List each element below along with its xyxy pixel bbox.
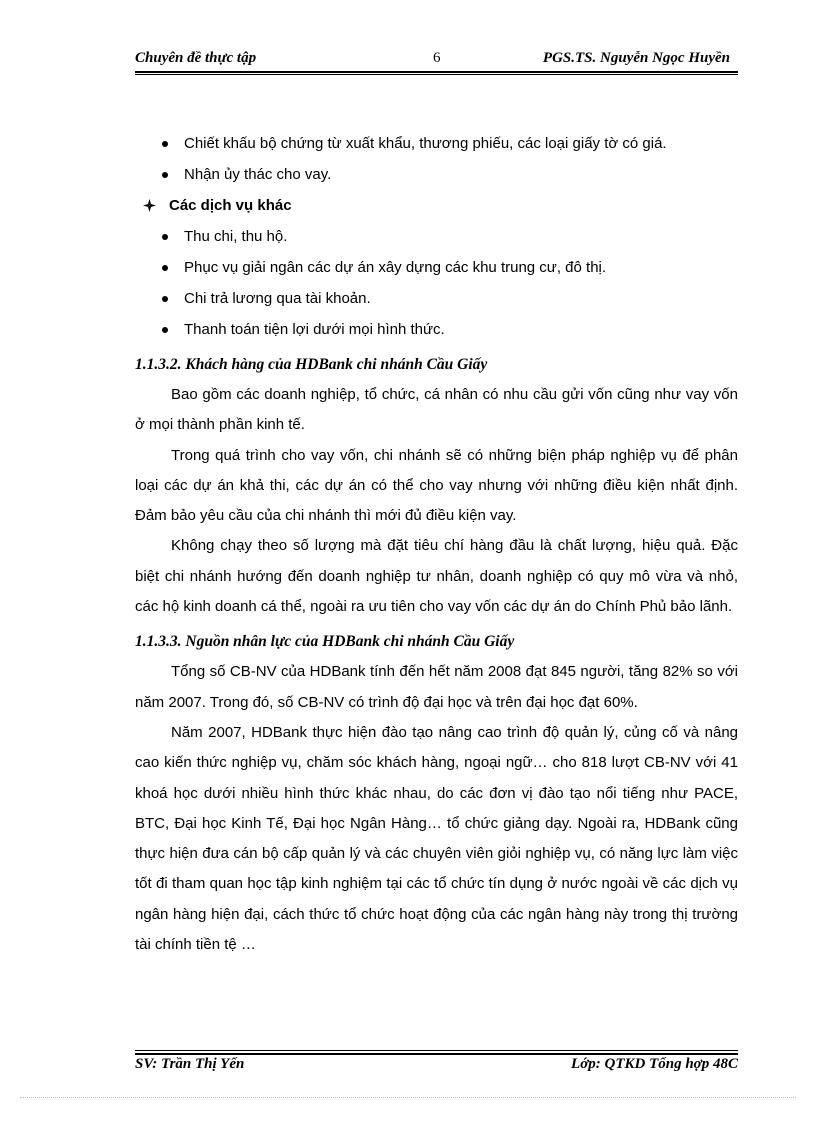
header-rule-thin	[135, 74, 738, 75]
list-item	[135, 314, 738, 345]
paragraph: Trong quá trình cho vay vốn, chi nhánh sẽ có những biện pháp nghiệp vụ để phân loại các dự án khả thi, các dự án có thể cho vay nhưng với những điều kiện nhất định. Đảm bảo yêu cầu của chi nhánh thì mới đủ điều kiện vay.	[135, 446, 738, 525]
bullet-dot-icon	[162, 327, 168, 333]
footer-class: Lớp: QTKD Tổng hợp 48C	[571, 1056, 738, 1072]
page-body	[135, 128, 738, 960]
other-services-title: Các dịch vụ khác	[169, 197, 292, 214]
bullet-dot-icon	[162, 172, 168, 178]
paragraph: Không chạy theo số lượng mà đặt tiêu chí hàng đầu là chất lượng, hiệu quả. Đặc biệt chi nhánh hướng đến doanh nghiệp tư nhân, doanh nghiệp có quy mô vừa và nhỏ, các hộ kinh doanh cá thể, ngoài ra ưu tiên cho vay vốn các dự án do Chính Phủ bảo lãnh.	[135, 537, 738, 616]
list-item-text: Phục vụ giải ngân các dự án xây dựng các khu trung cư, đô thị.	[184, 259, 607, 276]
other-services-heading	[135, 190, 738, 221]
footer-rule-thick	[135, 1053, 738, 1055]
bullet-dot-icon	[162, 141, 168, 147]
list-item	[135, 283, 738, 314]
footer-rule-thin	[135, 1050, 738, 1051]
list-item	[135, 128, 738, 159]
bullet-dot-icon	[162, 234, 168, 240]
bullet-dot-icon	[162, 265, 168, 271]
footer-student: SV: Trần Thị Yến	[135, 1056, 245, 1072]
list-item-text: Chiết khấu bộ chứng từ xuất khẩu, thương phiếu, các loại giấy tờ có giá.	[184, 135, 667, 152]
section-heading-1133: 1.1.3.3. Nguồn nhân lực của HDBank chi nhánh Cầu Giấy	[135, 633, 515, 651]
list-item-text: Thanh toán tiện lợi dưới mọi hình thức.	[184, 321, 445, 338]
header-title: Chuyên đề thực tập	[135, 50, 257, 66]
section-heading-1132: 1.1.3.2. Khách hàng của HDBank chi nhánh Cầu Giấy	[135, 356, 488, 373]
bullet-dot-icon	[162, 296, 168, 302]
list-item-text: Thu chi, thu hộ.	[184, 228, 288, 245]
header-author: PGS.TS. Nguyễn Ngọc Huyền	[542, 50, 730, 66]
paragraph: Năm 2007, HDBank thực hiện đào tạo nâng cao trình độ quản lý, củng cố và nâng cao kiến thức nghiệp vụ, chăm sóc khách hàng, ngoại ngữ… cho 818 lượt CB-NV với 41 khoá học dưới nhiều hình thức khác nhau, do các đơn vị đào tạo nổi tiếng như PACE, BTC, Đại học Kinh Tế, Đại học Ngân Hàng… tổ chức giảng dạy. Ngoài ra, HDBank cũng thực hiện đưa cán bộ cấp quản lý và các chuyên viên giỏi nghiệp vụ, có năng lực làm việc tốt đi tham quan học tập kinh nghiệm tại các tổ chức tín dụng ở nước ngoài về các dịch vụ ngân hàng hiện đại, cách thức tổ chức hoạt động của các ngân hàng này trong thị trường tài chính tiền tệ …	[135, 723, 738, 954]
list-item-text: Chi trả lương qua tài khoản.	[184, 290, 371, 307]
page-number: 6	[433, 50, 441, 66]
list-item	[135, 221, 738, 252]
list-item-text: Nhận ủy thác cho vay.	[184, 166, 332, 183]
page-header	[135, 48, 738, 70]
page-bottom-dotted-rule	[20, 1097, 796, 1098]
list-item	[135, 252, 738, 283]
list-item	[135, 159, 738, 190]
header-rule-thick	[135, 71, 738, 73]
paragraph: Bao gồm các doanh nghiệp, tổ chức, cá nhân có nhu cầu gửi vốn cũng như vay vốn ở mọi thành phần kinh tế.	[135, 386, 738, 434]
paragraph: Tổng số CB-NV của HDBank tính đến hết năm 2008 đạt 845 người, tăng 82% so với năm 2007. Trong đó, số CB-NV có trình độ đại học và trên đại học đạt 60%.	[135, 663, 738, 711]
